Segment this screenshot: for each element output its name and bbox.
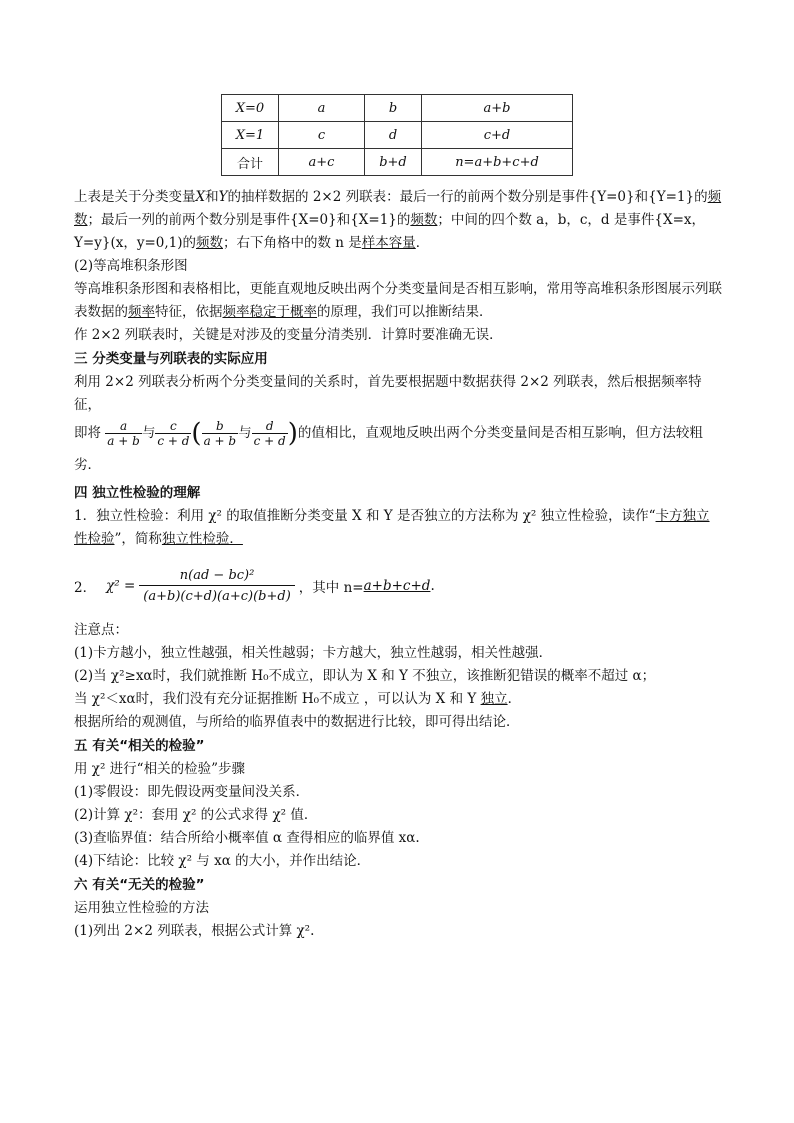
- underlined-term: 独立: [480, 691, 508, 707]
- underlined-term: 频数: [74, 189, 722, 228]
- table-cell: a+c: [279, 149, 365, 176]
- text: ；中间的四个数 a，b，c，d 是事件{X=x，Y=y}(x，y=0,1)的: [74, 212, 705, 251]
- section-heading-4: 四 独立性检验的理解: [74, 485, 201, 501]
- text: Y: [218, 189, 228, 205]
- table-cell: X=1: [222, 122, 279, 149]
- underlined-term: 样本容量: [361, 235, 416, 251]
- underlined-term: 频数: [196, 235, 223, 251]
- fraction: $\frac{c}{c + d}$: [157, 419, 190, 448]
- text: ．: [507, 691, 522, 707]
- table-cell: b+d: [365, 149, 422, 176]
- text: 的值相比，直观地反映出两个分类变量间是否相互影响，但方法较粗劣．: [74, 425, 703, 473]
- section6-step-1: (1)列出 2×2 列联表，根据公式计算 χ².: [74, 923, 315, 939]
- text: 与: [238, 425, 252, 441]
- text: 即将: [74, 425, 101, 441]
- formula-lhs: χ² =: [106, 578, 136, 594]
- text: ．: [415, 235, 430, 251]
- text: .: [430, 578, 435, 594]
- section-heading-6: 六 有关“无关的检验”: [74, 877, 205, 893]
- section6-intro: 运用独立性检验的方法: [74, 900, 209, 916]
- fraction: $\frac{b}{a + b}$: [203, 419, 237, 448]
- text: ”，简称: [114, 531, 162, 547]
- underlined-term: 频率稳定于概率: [222, 304, 317, 320]
- table-cell: b: [365, 95, 422, 122]
- table-cell: c+d: [422, 122, 573, 149]
- underlined-term: a+b+c+d: [363, 578, 431, 594]
- right-paren: ): [287, 418, 298, 449]
- text: 当 χ²＜xα时，我们没有充分证据推断 H₀不成立 ，可以认为 X 和 Y: [74, 691, 481, 707]
- left-paren: (: [191, 418, 202, 449]
- table-cell: n=a+b+c+d: [422, 149, 573, 176]
- formula-label: 2．: [74, 580, 97, 596]
- formula-fraction: $\frac{\text{n(ad − bc)²}}{(a+b)(c+d)(a+c)(b+d)}$: [139, 568, 295, 604]
- text: ；最后一列的前两个数分别是事件{X=0}和{X=1}的: [87, 212, 411, 228]
- text: ，其中 n=: [298, 580, 364, 596]
- text: 上表是关于分类变量: [74, 189, 196, 205]
- paragraph-table-explanation: [74, 186, 722, 255]
- text: 的原理，我们可以推断结果．: [317, 304, 493, 320]
- body-text: [74, 186, 722, 943]
- text: 特征，依据: [155, 304, 223, 320]
- text: 等高堆积条形图和表格相比，更能直观地反映出两个分类变量间是否相互影响，常用等高堆积条形图展示列联表数据的: [74, 281, 722, 320]
- text: ；右下角格中的数 n 是: [223, 235, 362, 251]
- section5-step-3: (3)查临界值：结合所给小概率值 α 查得相应的临界值 xα.: [74, 830, 420, 846]
- text: X: [195, 189, 206, 205]
- text: 的抽样数据的 2×2 列联表：最后一行的前两个数分别是事件{Y=0}和{Y=1}的: [227, 189, 708, 205]
- table-cell: a+b: [422, 95, 573, 122]
- document-page: [74, 94, 722, 943]
- chi-square-formula: [74, 557, 722, 615]
- table-row: [222, 122, 573, 149]
- underlined-term: 卡方独立性检验: [74, 508, 710, 547]
- section-heading-3: 三 分类变量与列联表的实际应用: [74, 351, 268, 367]
- text: 1．独立性检验：利用 χ² 的取值推断分类变量 X 和 Y 是否独立的方法称为 χ² 独立性检验，读作“: [74, 508, 656, 524]
- section5-intro: 用 χ² 进行“相关的检验”步骤: [74, 761, 245, 777]
- table-cell: c: [279, 122, 365, 149]
- text: 与: [141, 425, 156, 441]
- note-3: [74, 688, 722, 711]
- note-2: (2)当 χ²≥xα时，我们就推断 H₀不成立，即认为 X 和 Y 不独立，该推断犯错误的概率不超过 α；: [74, 668, 656, 684]
- note-1: (1)卡方越小，独立性越强，相关性越弱；卡方越大，独立性越弱，相关性越强．: [74, 645, 553, 661]
- table-row: [222, 149, 573, 176]
- underlined-term: 频率: [128, 304, 155, 320]
- fraction: $\frac{d}{c + d}$: [253, 419, 286, 448]
- paragraph-stacked-bar: [74, 278, 722, 324]
- contingency-table: [221, 94, 573, 176]
- underlined-term: 独立性检验．: [161, 531, 243, 547]
- fraction: $\frac{a}{a + b}$: [107, 419, 140, 448]
- section-heading-5: 五 有关“相关的检验”: [74, 738, 205, 754]
- subheading-stacked-bar: (2)等高堆积条形图: [74, 258, 188, 274]
- underlined-term: 频数: [410, 212, 438, 228]
- section5-step-1: (1)零假设：即先假设两变量间没关系．: [74, 784, 310, 800]
- paragraph-fraction-compare: [74, 417, 722, 481]
- paragraph-tip: 作 2×2 列联表时，关键是对涉及的变量分清类别．计算时要准确无误．: [74, 327, 503, 343]
- paragraph-independence-test: [74, 505, 722, 551]
- table-cell: 合计: [222, 149, 279, 176]
- paragraph-application: 利用 2×2 列联表分析两个分类变量间的关系时，首先要根据题中数据获得 2×2 列联表，然后根据频率特征，: [74, 374, 702, 413]
- table-cell: a: [279, 95, 365, 122]
- section5-step-2: (2)计算 χ²：套用 χ² 的公式求得 χ² 值．: [74, 807, 318, 823]
- table-cell: X=0: [222, 95, 279, 122]
- note-4: 根据所给的观测值，与所给的临界值表中的数据进行比较，即可得出结论．: [74, 714, 520, 730]
- section5-step-4: (4)下结论：比较 χ² 与 xα 的大小，并作出结论．: [74, 853, 371, 869]
- table-row: [222, 95, 573, 122]
- text: 和: [205, 189, 219, 205]
- table-cell: d: [365, 122, 422, 149]
- notes-title: 注意点：: [74, 622, 128, 638]
